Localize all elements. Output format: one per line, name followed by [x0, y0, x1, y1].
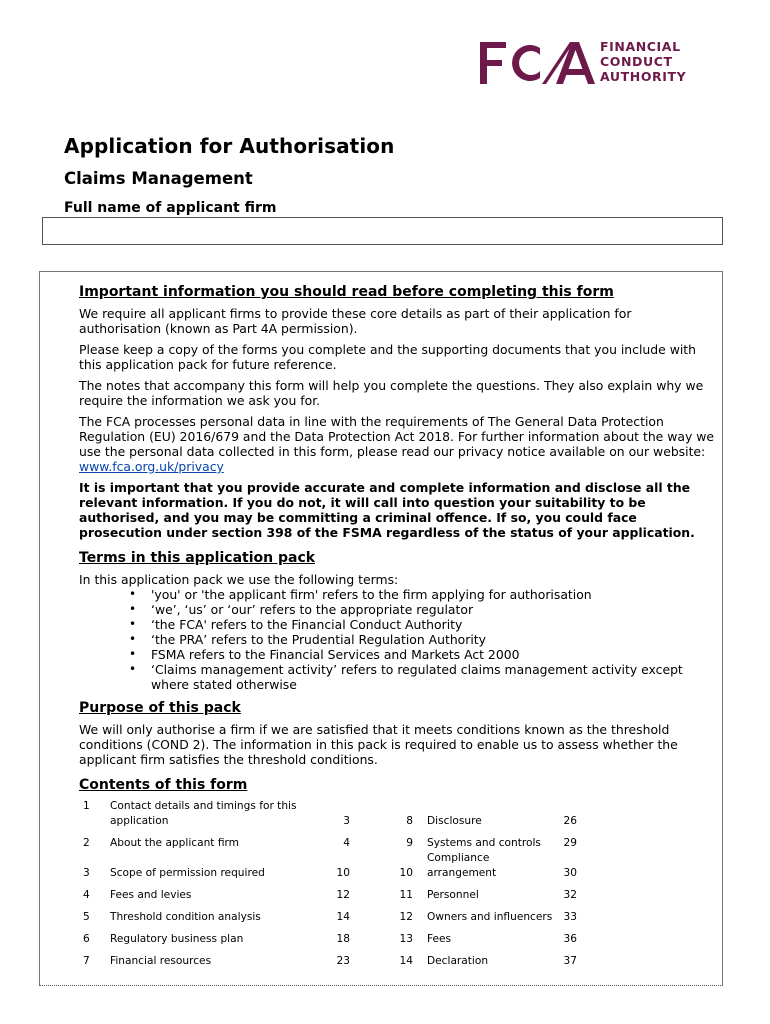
section-page: 26	[563, 815, 577, 827]
section-page: 37	[563, 955, 577, 967]
section-number: 5	[83, 911, 90, 923]
section-number: 1	[83, 800, 90, 812]
info-box-bottom-border	[39, 985, 723, 986]
purpose-heading: Purpose of this pack	[79, 700, 241, 716]
fca-logo-mark	[478, 38, 596, 88]
section-title: About the applicant firm	[110, 837, 239, 849]
contents-table	[83, 799, 577, 969]
section-number: 2	[83, 837, 90, 849]
section-number: 12	[399, 911, 413, 923]
section-title: Threshold condition analysis	[110, 911, 261, 923]
section-number: 10	[399, 867, 413, 879]
terms-item: • ‘we’, ‘us’ or ‘our’ refers to the appropriate regulator	[151, 602, 714, 617]
terms-heading: Terms in this application pack	[79, 550, 316, 566]
firm-name-label: Full name of applicant firm	[64, 200, 277, 216]
section-page: 12	[336, 889, 350, 901]
privacy-link[interactable]: www.fca.org.uk/privacy	[79, 459, 224, 474]
page-subtitle: Claims Management	[64, 169, 253, 188]
section-page: 10	[336, 867, 350, 879]
contents-row	[83, 947, 577, 969]
section-page: 32	[563, 889, 577, 901]
terms-list	[79, 587, 714, 692]
important-paragraph-1: We require all applicant firms to provide these core details as part of their application for authorisation (known as Part 4A permission).	[79, 306, 632, 336]
section-title: Disclosure	[427, 815, 482, 827]
contents-row	[83, 903, 577, 925]
terms-item: • ‘the FCA' refers to the Financial Conduct Authority	[151, 617, 714, 632]
section-title: Contact details and timings for this application	[110, 800, 297, 827]
section-page: 14	[336, 911, 350, 923]
section-number: 3	[83, 867, 90, 879]
section-number: 14	[399, 955, 413, 967]
section-title: Fees	[427, 933, 452, 945]
contents-row	[83, 881, 577, 903]
section-title: Systems and controls	[427, 837, 541, 849]
terms-item: • ‘Claims management activity’ refers to regulated claims management activity except where stated otherwise	[151, 662, 714, 692]
section-number: 6	[83, 933, 90, 945]
section-number: 9	[406, 837, 413, 849]
section-title: Scope of permission required	[110, 867, 265, 879]
section-page: 4	[343, 837, 350, 849]
logo-line-financial: FINANCIAL	[600, 39, 681, 54]
section-page: 3	[343, 815, 350, 827]
important-paragraph-3: The notes that accompany this form will help you complete the questions. They also explain why we require the information we ask you for.	[79, 378, 704, 408]
contents-heading: Contents of this form	[79, 777, 248, 793]
terms-item: • FSMA refers to the Financial Services and Markets Act 2000	[151, 647, 714, 662]
contents-row	[83, 851, 577, 881]
section-title: Financial resources	[110, 955, 212, 967]
section-page: 23	[336, 955, 350, 967]
terms-item: • ‘the PRA’ refers to the Prudential Regulation Authority	[151, 632, 714, 647]
privacy-text: The FCA processes personal data in line with the requirements of The General Data Protection Regulation (EU) 2016/679 and the Data Protection Act 2018. For further information about the way we use the personal data collected in this form, please read our privacy notice available on our website:	[79, 414, 714, 459]
fca-logo	[478, 38, 698, 88]
contents-row	[83, 925, 577, 947]
contents-row	[83, 829, 577, 851]
fca-logo-wordmark	[600, 39, 686, 84]
section-page: 30	[563, 867, 577, 879]
important-paragraph-2: Please keep a copy of the forms you complete and the supporting documents that you include with this application pack for future reference.	[79, 342, 696, 372]
logo-line-conduct: CONDUCT	[600, 54, 673, 69]
section-title: Compliance arrangement	[427, 852, 497, 879]
section-page: 29	[563, 837, 577, 849]
firm-name-input[interactable]	[42, 217, 723, 245]
section-page: 18	[336, 933, 350, 945]
section-number: 7	[83, 955, 90, 967]
section-title: Owners and influencers	[427, 911, 553, 923]
section-number: 13	[399, 933, 413, 945]
section-number: 11	[399, 889, 413, 901]
section-number: 8	[406, 815, 413, 827]
important-paragraph-4	[79, 414, 714, 474]
section-title: Declaration	[427, 955, 489, 967]
terms-item: • 'you' or 'the applicant firm' refers to the firm applying for authorisation	[151, 587, 714, 602]
section-title: Personnel	[427, 889, 479, 901]
section-title: Regulatory business plan	[110, 933, 244, 945]
section-number: 4	[83, 889, 90, 901]
section-page: 36	[563, 933, 577, 945]
section-page: 33	[563, 911, 577, 923]
important-heading: Important information you should read before completing this form	[79, 284, 614, 300]
terms-intro: In this application pack we use the following terms:	[79, 572, 399, 587]
purpose-text: We will only authorise a firm if we are satisfied that it meets conditions known as the threshold conditions (COND 2). The information in this pack is required to enable us to assess whether the applicant firm satisfies the threshold conditions.	[79, 722, 678, 767]
important-warning: It is important that you provide accurate and complete information and disclose all the relevant information. If you do not, it will call into question your suitability to be authorised, and you may be committing a criminal offence. If so, you could face prosecution under section 398 of the FSMA regardless of the status of your application.	[79, 480, 695, 540]
logo-line-authority: AUTHORITY	[600, 69, 687, 84]
info-content	[79, 284, 714, 969]
contents-row	[83, 799, 577, 829]
section-title: Fees and levies	[110, 889, 192, 901]
page-title: Application for Authorisation	[64, 134, 395, 158]
